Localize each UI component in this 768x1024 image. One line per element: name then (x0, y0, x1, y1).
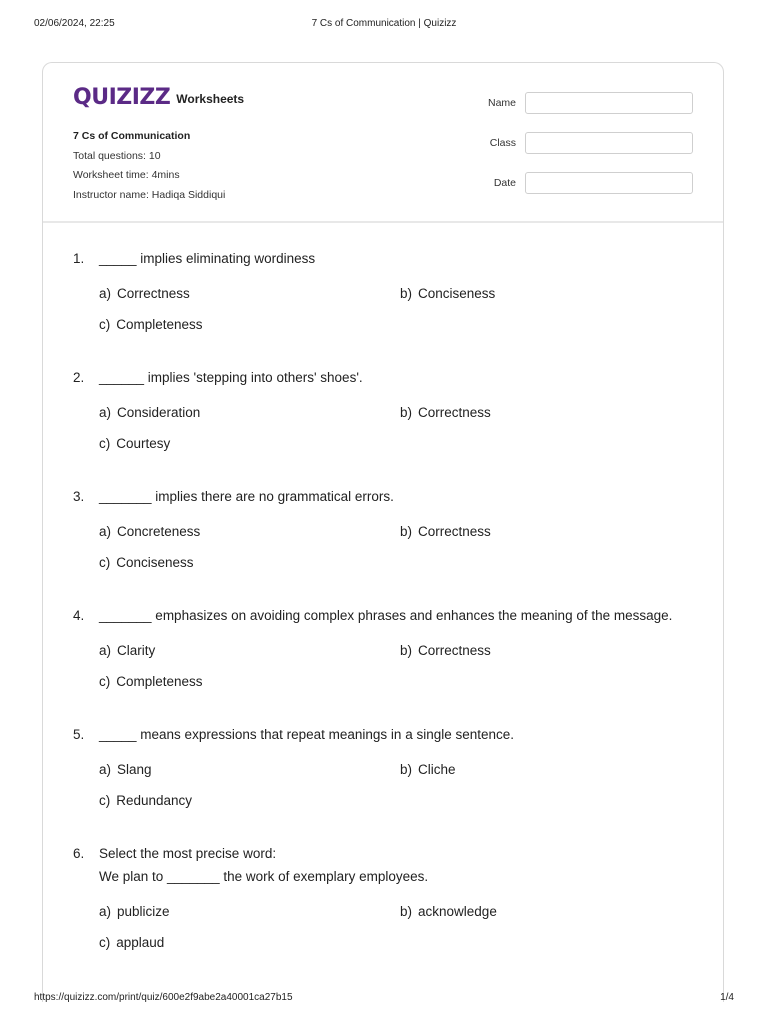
option-c[interactable]: c) Completeness (99, 674, 203, 689)
options (99, 521, 693, 574)
option-b[interactable]: b) acknowledge (400, 904, 497, 919)
question-text: _____ implies eliminating wordiness (99, 251, 316, 266)
student-fields (488, 91, 693, 211)
option-c[interactable]: c) applaud (99, 935, 165, 950)
question-1 (73, 247, 693, 336)
print-page-title: 7 Cs of Communication | Quizizz (311, 18, 457, 29)
quiz-title: 7 Cs of Communication (73, 130, 191, 142)
option-a[interactable]: a) Correctness (99, 286, 190, 301)
class-field[interactable] (525, 132, 693, 154)
question-text: ______ implies 'stepping into others' shoes'. (99, 370, 363, 385)
question-number: 2. (73, 370, 85, 385)
page-url: https://quizizz.com/print/quiz/600e2f9abe2a40001ca27b15 (34, 992, 293, 1003)
name-row (488, 91, 693, 115)
instructor-name: Instructor name: Hadiqa Siddiqui (73, 188, 226, 201)
name-label: Name (487, 97, 516, 109)
options (99, 759, 693, 812)
worksheet-time: Worksheet time: 4mins (73, 169, 180, 181)
options (99, 402, 693, 455)
option-a[interactable]: a) publicize (99, 904, 170, 919)
question-5 (73, 723, 693, 812)
option-a[interactable]: a) Clarity (99, 643, 156, 658)
question-number: 1. (73, 251, 85, 266)
worksheet (42, 62, 724, 1002)
question-text: _______ implies there are no grammatical errors. (99, 489, 394, 504)
print-datetime: 02/06/2024, 22:25 (34, 18, 115, 29)
options (99, 901, 693, 954)
option-c[interactable]: c) Courtesy (99, 436, 171, 451)
options (99, 283, 693, 336)
print-header (34, 18, 734, 32)
brand (73, 85, 244, 110)
worksheets-label: Worksheets (176, 91, 245, 106)
question-text-line-2: We plan to _______ the work of exemplary employees. (99, 869, 429, 884)
class-row (488, 131, 693, 155)
option-a[interactable]: a) Consideration (99, 405, 201, 420)
name-field[interactable] (525, 92, 693, 114)
question-4 (73, 604, 693, 693)
total-questions: Total questions: 10 (73, 149, 161, 162)
question-2 (73, 366, 693, 455)
option-b[interactable]: b) Correctness (400, 524, 491, 539)
option-b[interactable]: b) Correctness (400, 643, 491, 658)
question-list (73, 247, 693, 984)
question-6 (73, 842, 693, 954)
question-number: 5. (73, 727, 85, 742)
options (99, 640, 693, 693)
question-text: _______ emphasizes on avoiding complex phrases and enhances the meaning of the message. (99, 608, 673, 623)
question-number: 4. (73, 608, 85, 623)
option-b[interactable]: b) Conciseness (400, 286, 496, 301)
date-field[interactable] (525, 172, 693, 194)
question-text: Select the most precise word: (99, 846, 277, 861)
option-b[interactable]: b) Cliche (400, 762, 456, 777)
question-number: 6. (73, 846, 85, 861)
question-number: 3. (73, 489, 85, 504)
date-label: Date (493, 177, 516, 189)
option-c[interactable]: c) Completeness (99, 317, 203, 332)
class-label: Class (489, 137, 516, 149)
worksheet-header (43, 63, 723, 223)
option-a[interactable]: a) Concreteness (99, 524, 201, 539)
print-footer (34, 992, 734, 1006)
question-text: _____ means expressions that repeat meanings in a single sentence. (99, 727, 515, 742)
question-3 (73, 485, 693, 574)
option-c[interactable]: c) Conciseness (99, 555, 194, 570)
option-c[interactable]: c) Redundancy (99, 793, 193, 808)
date-row (488, 171, 693, 195)
option-a[interactable]: a) Slang (99, 762, 152, 777)
quiz-meta (73, 127, 225, 205)
page-number: 1/4 (720, 992, 734, 1003)
option-b[interactable]: b) Correctness (400, 405, 491, 420)
quizizz-logo: QUIZIZZ (73, 85, 171, 110)
